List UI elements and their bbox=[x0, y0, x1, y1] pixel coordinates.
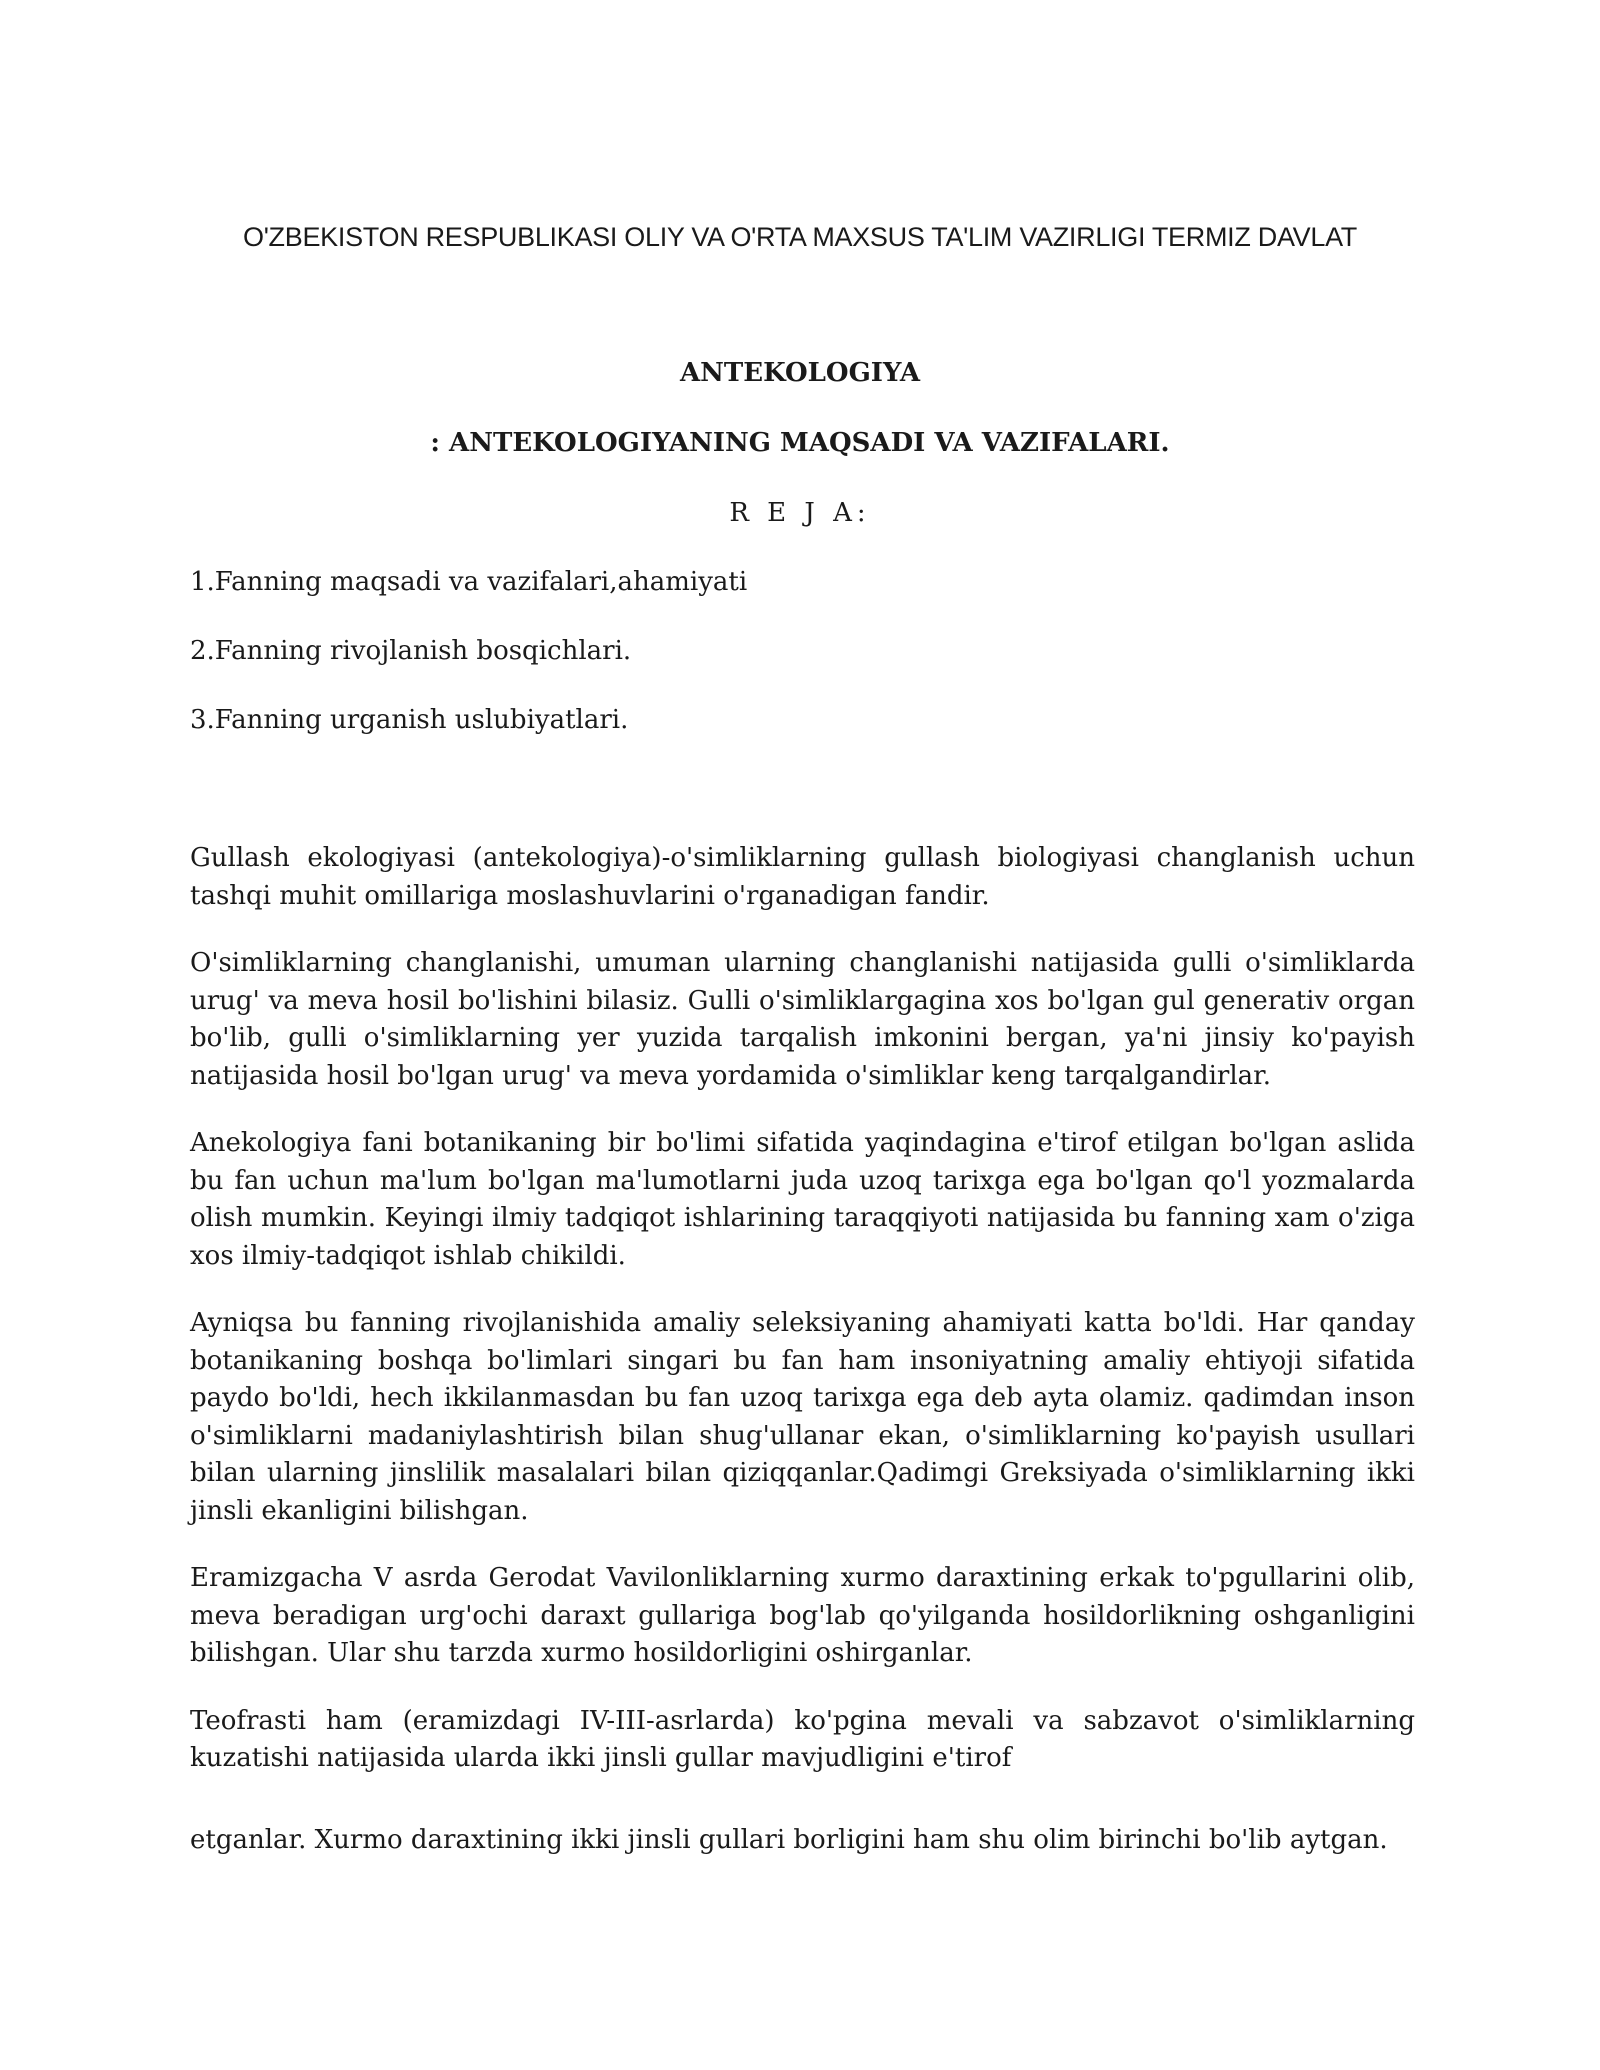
body-text bbox=[190, 840, 1415, 1889]
document-subtitle: : ANTEKOLOGIYANING MAQSADI VA VAZIFALARI. bbox=[430, 428, 1170, 458]
plan-heading: R E J A: bbox=[729, 498, 871, 528]
plan-item: 1.Fanning maqsadi va vazifalari,ahamiyati bbox=[190, 567, 748, 597]
institution-header: O'ZBEKISTON RESPUBLIKASI OLIY VA O'RTA MAXSUS TA'LIM VAZIRLIGI TERMIZ DAVLAT bbox=[243, 222, 1357, 252]
paragraph: Eramizgacha V asrda Gerodat Vavilonliklarning xurmo daraxtining erkak to'pgullarini olib, meva beradigan urg'ochi daraxt gullariga bog'lab qo'yilganda hosildorlikning oshganligini bilishgan. Ular shu tarzda xurmo hosildorligini oshirganlar. bbox=[190, 1563, 1415, 1668]
plan-item: 3.Fanning urganish uslubiyatlari. bbox=[190, 705, 629, 735]
plan-list bbox=[190, 566, 747, 773]
paragraph: Teofrasti ham (eramizdagi IV-III-asrlarda) ko'pgina mevali va sabzavot o'simliklarning kuzatishi natijasida ularda ikki jinsli gullar mavjudligini e'tirof bbox=[190, 1705, 1415, 1773]
paragraph: Anekologiya fani botanikaning bir bo'limi sifatida yaqindagina e'tirof etilgan bo'lgan aslida bu fan uchun ma'lum bo'lgan ma'lumotlarni juda uzoq tarixga ega bo'lgan qo'l yozmalarda olish mumkin. Keyingi ilmiy tadqiqot ishlarining taraqqiyoti natijasida bu fanning xam o'ziga xos ilmiy-tadqiqot ishlab chikildi. bbox=[190, 1128, 1415, 1271]
paragraph: O'simliklarning changlanishi, umuman ularning changlanishi natijasida gulli o'simliklarda urug' va meva hosil bo'lishini bilasiz. Gulli o'simliklargagina xos bo'lgan gul generativ organ bo'lib, gulli o'simliklarning yer yuzida tarqalish imkonini bergan, ya'ni jinsiy ko'payish natijasida hosil bo'lgan urug' va meva yordamida o'simliklar keng tarqalgandirlar. bbox=[190, 948, 1415, 1091]
document-title: ANTEKOLOGIYA bbox=[679, 358, 921, 388]
paragraph: Gullash ekologiyasi (antekologiya)-o'simliklarning gullash biologiyasi changlanish uchun tashqi muhit omillariga moslashuvlarini o'rganadigan fandir. bbox=[190, 843, 1415, 911]
paragraph: Ayniqsa bu fanning rivojlanishida amaliy seleksiyaning ahamiyati katta bo'ldi. Har qanday botanikaning boshqa bo'limlari singari bu fan ham insoniyatning amaliy ehtiyoji sifatida paydo bo'ldi, hech ikkilanmasdan bu fan uzoq tarixga ega deb ayta olamiz. qadimdan inson o'simliklarni madaniylashtirish bilan shug'ullanar ekan, o'simliklarning ko'payish usullari bilan ularning jinslilik masalalari bilan qiziqqanlar.Qadimgi Greksiyada o'simliklarning ikki jinsli ekanligini bilishgan. bbox=[190, 1308, 1415, 1526]
plan-item: 2.Fanning rivojlanish bosqichlari. bbox=[190, 636, 632, 666]
paragraph: etganlar. Xurmo daraxtining ikki jinsli gullari borligini ham shu olim birinchi bo'lib aytgan. bbox=[190, 1824, 1388, 1855]
